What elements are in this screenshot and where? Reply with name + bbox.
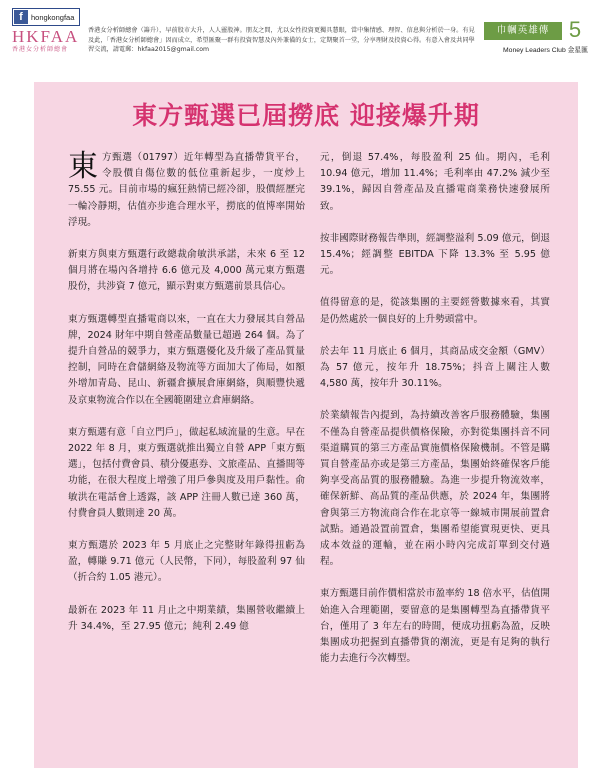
hkfaa-logo [12, 28, 78, 62]
article-left-column [68, 150, 305, 651]
club-name: Money Leaders Club 金星匯 [503, 47, 588, 54]
page-number: 5 [568, 17, 582, 42]
page-header [0, 0, 612, 72]
paragraph: 東方甄選目前作價相當於市盈率約 18 倍水平，估值開始進入合理範圍，要留意的是集團轉型為直播帶貨平台，僅用了 3 年左右的時間，便成功扭虧為盈，反映集團成功把握到直播帶貨的潮流，更是有足夠的執行能力去進行今次轉型。 [320, 588, 550, 665]
facebook-badge[interactable] [12, 8, 80, 26]
paragraph: 按非國際財務報告準則，經調整溢利 5.09 億元，倒退 15.4%；經調整 EBITDA 下降 13.3% 至 5.95 億元。 [320, 232, 550, 277]
paragraph: 新東方與東方甄選行政總裁俞敏洪承諾，未來 6 至 12 個月將在場內各增持 6.6 億元及 4,000 萬元東方甄選股份，共涉資 7 億元，顯示對東方甄選前景具信心。 [68, 249, 305, 293]
paragraph: 東方甄選轉型直播電商以來，一直在大力發展其自營品牌，2024 財年中期自營產品數量已超過 264 個。為了提升自營品的競爭力，東方甄選優化及升級了產品質量控制，同時在倉儲網絡及物流等方面加大了佈局，如額外增加青島、昆山、新疆倉擴展倉庫網絡，與順豐快遞及京東物流合作以在全國範圍建立倉庫網絡。 [68, 313, 305, 406]
article-right-column [320, 150, 550, 683]
paragraph: 最新在 2023 年 11 月止之中期業績，集團營收繼續上升 34.4%，至 27.95 億元；純利 2.49 億 [68, 604, 305, 632]
paragraph: 值得留意的是，從該集團的主要經營數據來看，其實是仍然處於一個良好的上升勢頭當中。 [320, 297, 550, 325]
paragraph: 東方甄選於 2023 年 5 月底止之完整財年錄得扭虧為盈，轉賺 9.71 億元（人民幣，下同），每股盈利 97 仙（折合約 1.05 港元）。 [68, 540, 305, 584]
association-intro: 香港女分析師總會（籌升），早前股市大升，人人靈股神。朋友之間，尤以女性投資更獨具慧眼，當中集情感、理智、信息與分析於一身。有見及此，「香港女分析師總會」因而成立，希望匯聚一群有投資智慧及內外兼備的女士，定期聚首一堂，分享理財及投資心得。有意入會及共同學習交流，請電郵：hkfaa2015@gmail.com [88, 27, 475, 54]
paragraph: 東方甄選有意「自立門戶」，做起私域流量的生意。早在 2022 年 8 月，東方甄選就推出獨立自營 APP「東方甄選」，包括付費會員、積分優惠券、文旅產品、直播間等功能，在很大程度上增強了用戶參與度及用戶黏性。俞敏洪在電話會上透露，該 APP 注冊人數已達 360 萬，付費會員人數則達 20 萬。 [68, 426, 305, 519]
paragraph: 東方甄選（01797）近年轉型為直播帶貨平台，令股價自傷位數的低位重新起步，一度炒上 75.55 元。目前市場的瘋狂熱情已經冷卻，股價經歷完一輪冷靜期，估值亦步進合理水平，撈底的值博率開始浮現。 [68, 149, 305, 228]
logo-text: HKFAA [12, 27, 80, 46]
facebook-handle: hongkongfaa [31, 12, 75, 22]
article-title: 東方甄選已屆撈底 迎接爆升期 [132, 101, 480, 130]
paragraph: 元，倒退 57.4%，每股盈利 25 仙。期內，毛利 10.94 億元，增加 11.4%；毛利率由 47.2% 減少至 39.1%，歸因自營產品及直播電商業務快速發展所致。 [320, 152, 550, 212]
paragraph: 於去年 11 月底止 6 個月，其商品成交金額（GMV）為 57 億元，按年升 18.75%；抖音上關注人數 4,580 萬，按年升 30.11%。 [320, 345, 550, 390]
logo-subtitle: 香港女分析師總會 [12, 46, 69, 53]
column-name-badge: 巾幗英雄傳 [484, 22, 562, 40]
paragraph: 於業績報告內提到，為持續改善客戶服務體驗，集團不僅為自營產品提供價格保險，亦對從集團抖音不同渠道購買的第三方產品實施價格保險機制。不管是購買自營產品亦或是第三方產品，集團始終確保客戶能夠享受高品質的服務體驗。為進一步提升物流效率，確保新鮮、高品質的產品供應，於 2024 年，集團將會與第三方物流商合作在北京等一線城市開展前置倉試點。通過設置前置倉，集團希望能實現更快、更具成本效益的運輸，並在兩小時內完成訂單到交付過程。 [320, 410, 550, 568]
facebook-icon: f [14, 10, 28, 24]
dropcap: 東 [68, 149, 98, 184]
